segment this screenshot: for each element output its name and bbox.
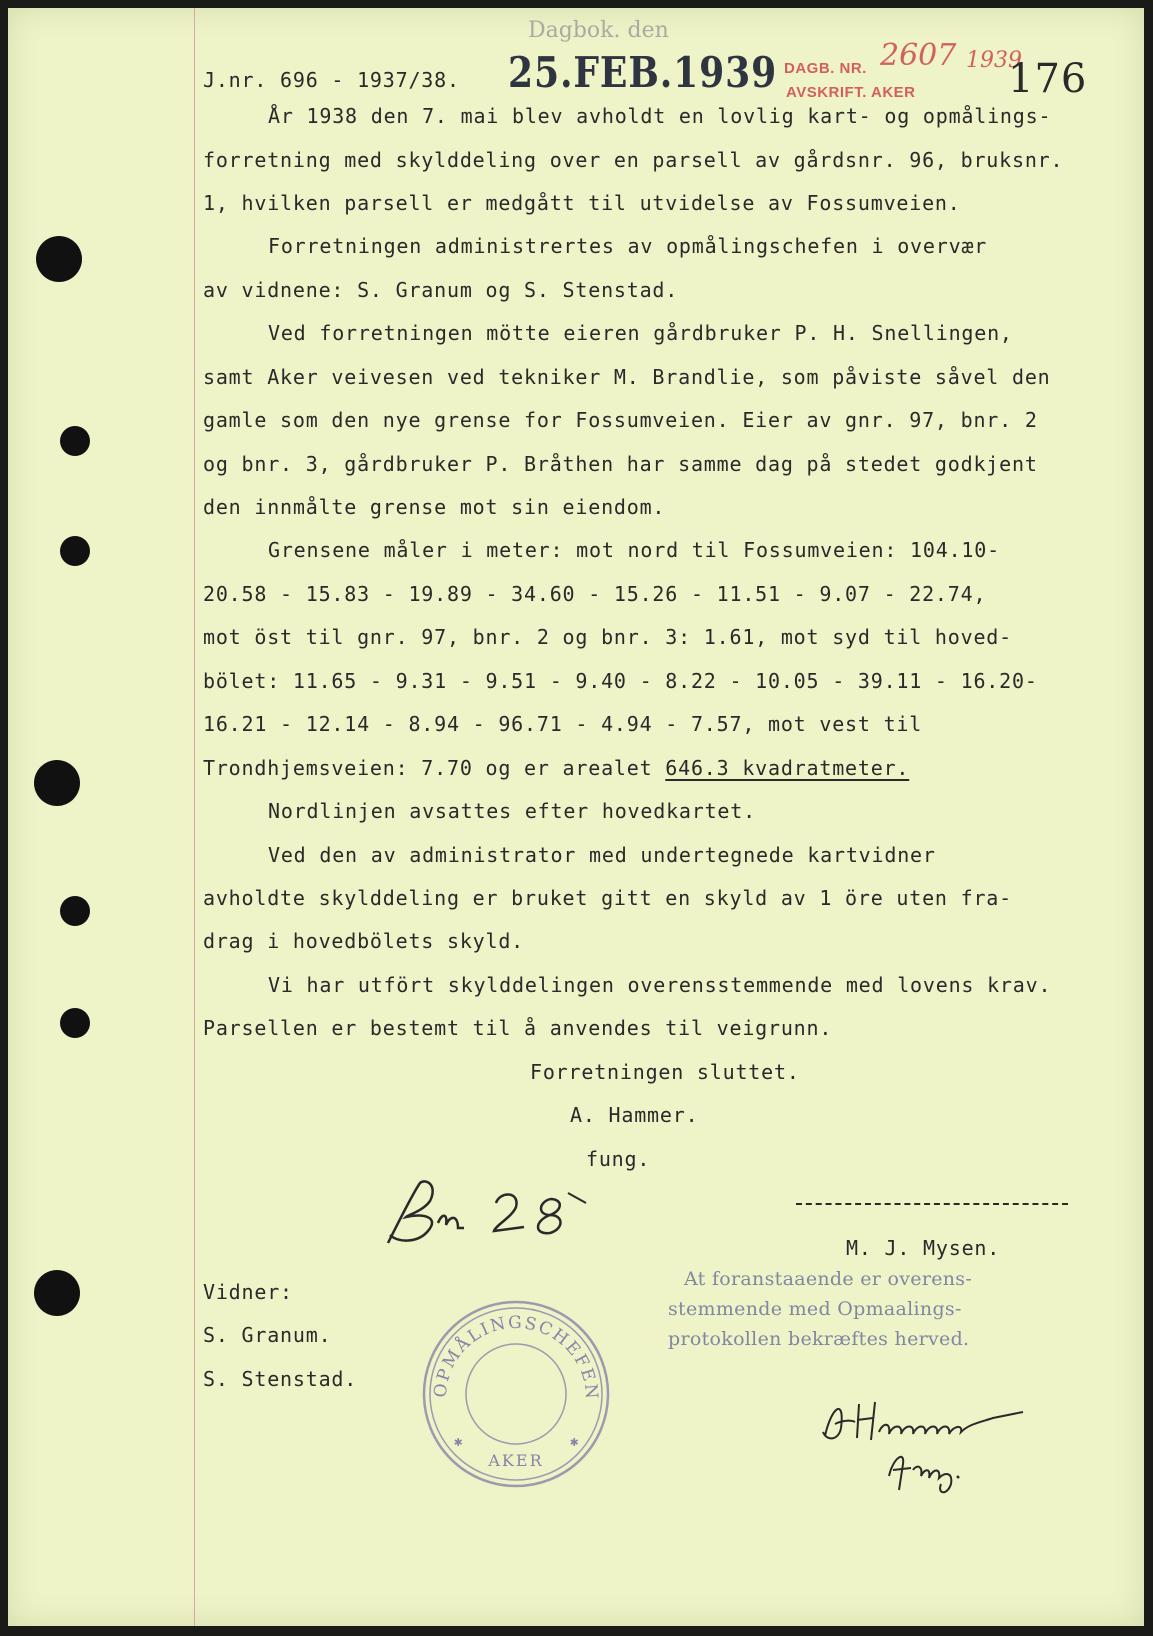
dagb-label: DAGB. NR. [784, 60, 867, 77]
closing-signer: A. Hammer. [570, 1103, 699, 1127]
avskrift-label: AVSKRIFT. AKER [786, 84, 916, 101]
seal-top-text: OPMÅLINGSCHEFEN [430, 1312, 602, 1402]
body-line: Nordlinjen avsattes efter hovedkartet. [268, 799, 756, 823]
page-number: 176 [1008, 56, 1088, 102]
witnesses-label: Vidner: [203, 1280, 293, 1304]
punch-hole [60, 1008, 90, 1038]
hammer-signature-drawing [813, 1388, 1033, 1498]
punch-hole [60, 536, 90, 566]
body-line: 1, hvilken parsell er medgått til utvidelse av Fossumveien. [203, 191, 961, 215]
margin-line [194, 8, 195, 1626]
journal-number: J.nr. 696 - 1937/38. [203, 68, 460, 92]
punch-hole [36, 236, 82, 282]
dagb-suffix: 1939 [966, 48, 1022, 73]
punch-hole [60, 426, 90, 456]
body-line: gamle som den nye grense for Fossumveien. Eier av gnr. 97, bnr. 2 [203, 408, 1038, 432]
seal-star: ✱ [454, 1434, 463, 1450]
body-line: og bnr. 3, gårdbruker P. Bråthen har samme dag på stedet godkjent [203, 452, 1038, 476]
closing-title: fung. [586, 1147, 651, 1171]
punch-hole [34, 1270, 80, 1316]
signer-name: M. J. Mysen. [846, 1236, 1001, 1260]
punch-hole [34, 760, 80, 806]
body-line: drag i hovedbölets skyld. [203, 929, 525, 953]
confirmation-line: At foranstaaende er overens- [684, 1268, 973, 1290]
area-value: 646.3 kvadratmeter. [665, 756, 910, 780]
body-line: avholdte skylddeling er bruket gitt en skyld av 1 öre uten fra- [203, 886, 1012, 910]
body-line-area [203, 756, 909, 780]
body-line: Ved forretningen mötte eieren gårdbruker P. H. Snellingen, [268, 321, 1013, 345]
closing-line: Forretningen sluttet. [530, 1060, 800, 1084]
body-line: den innmålte grense mot sin eiendom. [203, 495, 666, 519]
body-line: Ved den av administrator med undertegnede kartvidner [268, 843, 936, 867]
signature-dashes [796, 1203, 1068, 1205]
body-line: Grensene måler i meter: mot nord til Fossumveien: 104.10- [268, 538, 1000, 562]
body-line: Trondhjemsveien: 7.70 og er arealet [203, 756, 666, 780]
witness-name: S. Granum. [203, 1323, 332, 1347]
witness-name: S. Stenstad. [203, 1367, 358, 1391]
body-line: mot öst til gnr. 97, bnr. 2 og bnr. 3: 1.61, mot syd til hoved- [203, 625, 1012, 649]
body-line: samt Aker veivesen ved tekniker M. Brandlie, som påviste såvel den [203, 365, 1051, 389]
confirmation-line: stemmende med Opmaalings- [668, 1298, 962, 1320]
body-line: forretning med skylddeling over en parsell av gårdsnr. 96, bruksnr. [203, 148, 1064, 172]
body-line: bölet: 11.65 - 9.31 - 9.51 - 9.40 - 8.22 - 10.05 - 39.11 - 16.20- [203, 669, 1038, 693]
opmalingschefen-seal [420, 1298, 612, 1488]
document-page [8, 8, 1144, 1626]
body-line: Parsellen er bestemt til å anvendes til veigrunn. [203, 1016, 833, 1040]
date-stamp-faded: Dagbok. den [528, 18, 669, 43]
body-line: av vidnene: S. Granum og S. Stenstad. [203, 278, 679, 302]
body-line: 20.58 - 15.83 - 19.89 - 34.60 - 15.26 - 11.51 - 9.07 - 22.74, [203, 582, 987, 606]
confirmation-line: protokollen bekræftes herved. [668, 1328, 970, 1350]
punch-hole [60, 896, 90, 926]
body-line: Forretningen administrertes av opmålingschefen i overvær [268, 234, 988, 258]
dagb-number: 2607 [880, 38, 957, 73]
seal-bottom-text: AKER [488, 1451, 544, 1470]
seal-star: ✱ [570, 1434, 579, 1450]
handwritten-note-drawing [378, 1173, 608, 1253]
body-line: 16.21 - 12.14 - 8.94 - 96.71 - 4.94 - 7.57, mot vest til [203, 712, 923, 736]
date-stamp: 25.FEB.1939 [508, 48, 778, 97]
body-line: År 1938 den 7. mai blev avholdt en lovlig kart- og opmålings- [268, 104, 1052, 128]
body-line: Vi har utfört skylddelingen overensstemmende med lovens krav. [268, 973, 1052, 997]
